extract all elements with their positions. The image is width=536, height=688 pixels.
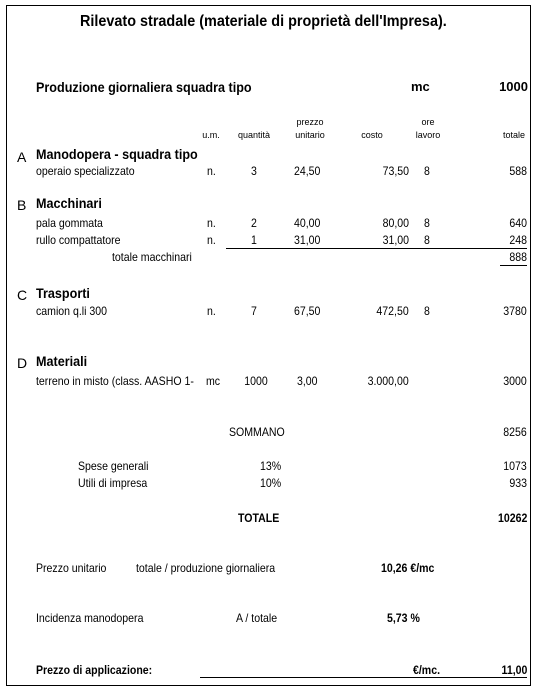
sommano-value: 8256	[503, 425, 527, 439]
row-camion-price: 67,50	[294, 304, 321, 318]
row-operaio-cost: 73,50	[382, 164, 409, 178]
row-operaio-qty: 3	[251, 164, 257, 178]
row-camion-total: 3780	[503, 304, 527, 318]
row-rullo-qty: 1	[251, 233, 257, 247]
row-pala-hours: 8	[424, 216, 430, 230]
prezzo-applicazione-label: Prezzo di applicazione:	[36, 663, 153, 677]
row-operaio-desc: operaio specializzato	[36, 164, 135, 178]
section-b-letter: B	[17, 197, 27, 213]
header-ore: ore	[421, 117, 435, 127]
utili-impresa-pct: 10%	[260, 476, 282, 490]
utili-impresa-value: 933	[509, 476, 527, 490]
totale-value: 10262	[497, 511, 527, 525]
subtotal-macchinari-label: totale macchinari	[112, 250, 192, 264]
row-camion-um: n.	[207, 304, 216, 318]
header-quantita: quantità	[237, 130, 271, 140]
row-pala-qty: 2	[251, 216, 257, 230]
row-pala-desc: pala gommata	[36, 216, 103, 230]
row-pala-price: 40,00	[294, 216, 321, 230]
prezzo-unitario-value: 10,26 €/mc	[381, 561, 435, 575]
section-d-title: Materiali	[36, 353, 88, 369]
prezzo-unitario-label: Prezzo unitario	[36, 561, 107, 575]
subtotal-underline	[500, 265, 527, 266]
section-a-letter: A	[17, 149, 27, 165]
spese-generali-label: Spese generali	[78, 459, 149, 473]
production-value: 1000	[499, 79, 528, 94]
production-label: Produzione giornaliera squadra tipo	[36, 79, 252, 95]
header-prezzo: prezzo	[296, 117, 324, 127]
row-terreno-um: mc	[206, 374, 221, 388]
row-rullo-price: 31,00	[294, 233, 321, 247]
row-rullo-desc: rullo compattatore	[36, 233, 121, 247]
row-rullo-hours: 8	[424, 233, 430, 247]
row-pala-total: 640	[509, 216, 527, 230]
production-unit: mc	[411, 79, 430, 94]
spese-generali-pct: 13%	[260, 459, 282, 473]
row-rullo-um: n.	[207, 233, 216, 247]
row-terreno-qty: 1000	[244, 374, 268, 388]
header-costo: costo	[361, 130, 383, 140]
row-pala-cost: 80,00	[382, 216, 409, 230]
row-camion-hours: 8	[424, 304, 430, 318]
row-operaio-total: 588	[509, 164, 527, 178]
row-terreno-price: 3,00	[297, 374, 318, 388]
incidenza-manodopera-value: 5,73 %	[387, 611, 420, 625]
incidenza-manodopera-label: Incidenza manodopera	[36, 611, 144, 625]
sheet-frame	[6, 5, 531, 686]
row-pala-um: n.	[207, 216, 216, 230]
row-terreno-desc: terreno in misto (class. AASHO 1-	[36, 374, 194, 388]
utili-impresa-label: Utili di impresa	[78, 476, 148, 490]
section-c-letter: C	[17, 287, 28, 303]
spese-generali-value: 1073	[503, 459, 527, 473]
row-terreno-total: 3000	[503, 374, 527, 388]
section-a-title: Manodopera - squadra tipo	[36, 146, 198, 162]
sommano-label: SOMMANO	[229, 425, 285, 439]
row-rullo-cost: 31,00	[382, 233, 409, 247]
row-operaio-price: 24,50	[294, 164, 321, 178]
row-operaio-um: n.	[207, 164, 216, 178]
header-um: u.m.	[202, 130, 220, 140]
subtotal-macchinari-value: 888	[509, 250, 527, 264]
section-b-title: Macchinari	[36, 195, 102, 211]
prezzo-applicazione-unit: €/mc.	[413, 663, 441, 677]
prezzo-applicazione-value: 11,00	[501, 663, 527, 677]
applicazione-underline	[200, 677, 527, 678]
page-title: Rilevato stradale (materiale di proprietà dell'Impresa).	[80, 13, 447, 30]
section-d-letter: D	[17, 355, 28, 371]
row-camion-cost: 472,50	[376, 304, 409, 318]
header-lavoro: lavoro	[415, 130, 441, 140]
header-unitario: unitario	[295, 130, 325, 140]
incidenza-manodopera-formula: A / totale	[236, 611, 278, 625]
row-camion-qty: 7	[251, 304, 257, 318]
prezzo-unitario-formula: totale / produzione giornaliera	[136, 561, 276, 575]
totale-label: TOTALE	[238, 511, 280, 525]
subtotal-divider	[226, 248, 527, 249]
header-totale: totale	[502, 130, 526, 140]
section-c-title: Trasporti	[36, 285, 90, 301]
row-terreno-cost: 3.000,00	[367, 374, 409, 388]
row-camion-desc: camion q.li 300	[36, 304, 108, 318]
row-operaio-hours: 8	[424, 164, 430, 178]
row-rullo-total: 248	[509, 233, 527, 247]
